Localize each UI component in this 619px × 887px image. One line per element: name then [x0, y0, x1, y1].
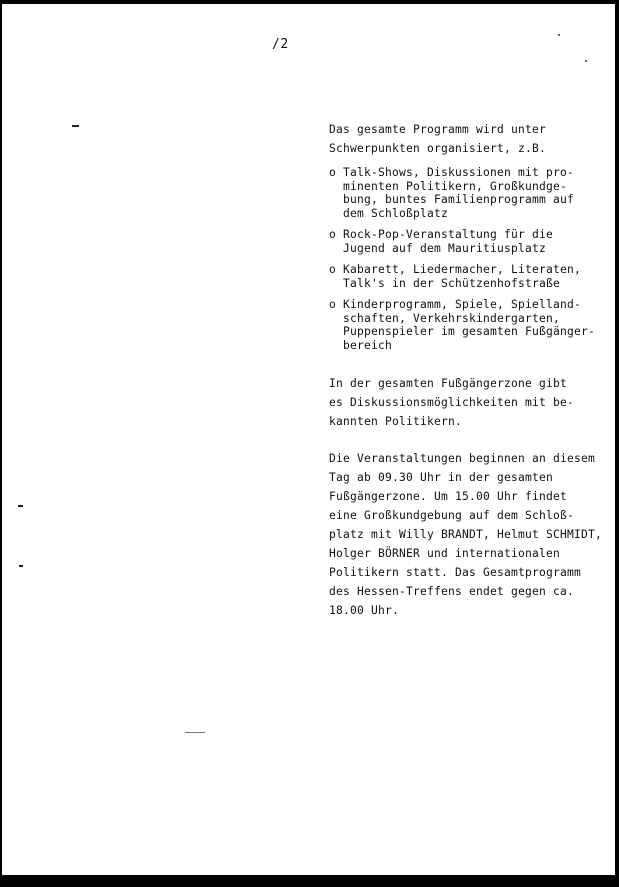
text-line: eine Großkundgebung auf dem Schloß- [329, 509, 575, 522]
page-number: /2 [272, 37, 289, 52]
bullet-marker: o [329, 228, 337, 241]
bullet-marker: o [329, 166, 337, 179]
text-line: platz mit Willy BRANDT, Helmut SCHMIDT, [329, 528, 603, 541]
intro-paragraph [329, 120, 615, 158]
text-line: kannten Politikern. [329, 415, 463, 428]
margin-mark [19, 565, 23, 567]
scan-dot [558, 34, 560, 36]
list-item [329, 298, 615, 352]
list-item-text: Rock-Pop-Veranstaltung für die Jugend auf dem Mauritiusplatz [343, 228, 554, 255]
list-item [329, 263, 615, 290]
text-line: Politikern statt. Das Gesamtprogramm [329, 566, 582, 579]
text-line: Fußgängerzone. Um 15.00 Uhr findet [329, 490, 568, 503]
list-item-text: Kinderprogramm, Spiele, Spielland- schaften, Verkehrskindergarten, Puppenspieler im gesamten Fußgänger- bereich [343, 298, 596, 352]
text-line: Das gesamte Programm wird unter [329, 123, 547, 136]
document-body [329, 120, 615, 620]
margin-mark [185, 732, 205, 733]
list-item [329, 228, 615, 255]
text-line: 18.00 Uhr. [329, 604, 400, 617]
list-item-text: Kabarett, Liedermacher, Literaten, Talk's in der Schützenhofstraße [343, 263, 582, 290]
text-line: des Hessen-Treffens endet gegen ca. [329, 585, 575, 598]
bullet-marker: o [329, 263, 337, 276]
bullet-marker: o [329, 298, 337, 311]
text-line: Tag ab 09.30 Uhr in der gesamten [329, 471, 554, 484]
text-line: es Diskussionsmöglichkeiten mit be- [329, 396, 575, 409]
text-line: In der gesamten Fußgängerzone gibt [329, 377, 568, 390]
text-line: Holger BÖRNER und internationalen [329, 547, 561, 560]
scan-dot [585, 60, 587, 62]
margin-mark [18, 505, 23, 507]
text-line: Die Veranstaltungen beginnen an diesem [329, 452, 596, 465]
program-list [329, 166, 615, 352]
schedule-paragraph [329, 449, 615, 620]
list-item-text: Talk-Shows, Diskussionen mit pro- minenten Politikern, Großkundge- bung, buntes Familienprogramm auf dem Schloßplatz [343, 166, 575, 220]
document-page [2, 4, 615, 875]
list-item [329, 166, 615, 220]
discussion-paragraph [329, 374, 615, 431]
text-line: Schwerpunkten organisiert, z.B. [329, 142, 547, 155]
margin-mark [72, 125, 79, 127]
